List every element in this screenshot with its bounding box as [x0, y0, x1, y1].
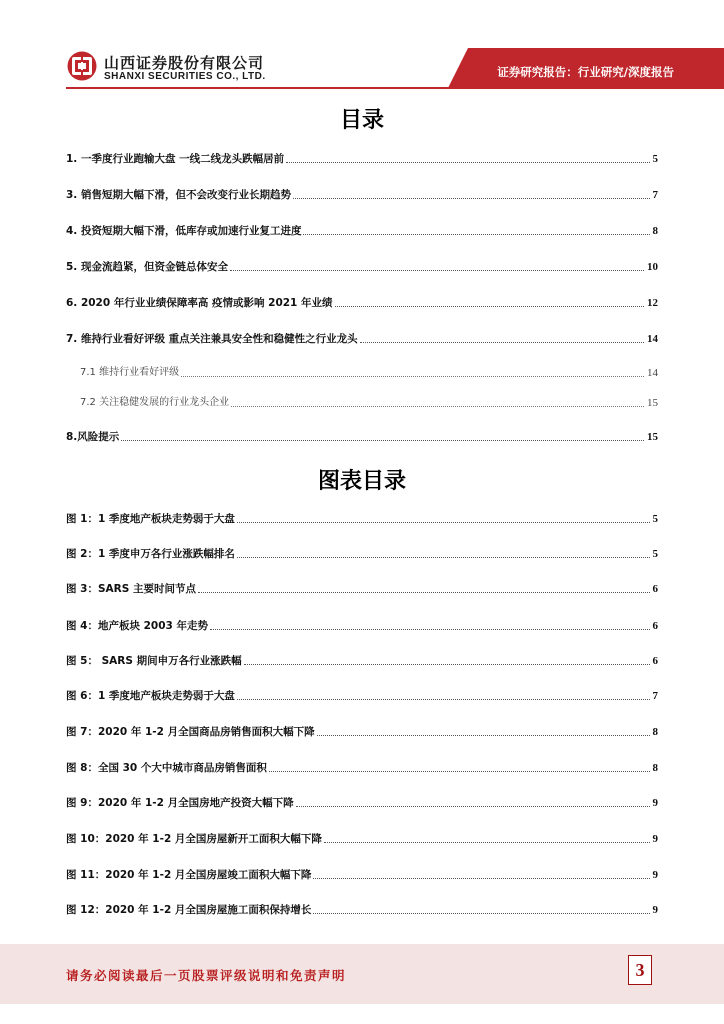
toc-leader-dots — [237, 699, 650, 700]
toc-leader-dots — [313, 878, 649, 879]
shanxi-securities-logo-icon — [66, 50, 98, 82]
toc-subitem[interactable] — [80, 394, 658, 410]
figure-item-label: 图 10：2020 年 1-2 月全国房屋新开工面积大幅下降 — [66, 833, 322, 845]
figure-item[interactable] — [66, 759, 658, 775]
figure-item-page: 8 — [652, 762, 658, 774]
toc-leader-dots — [237, 522, 650, 523]
toc-item-label: 4. 投资短期大幅下滑，低库存或加速行业复工进度 — [66, 225, 302, 237]
company-name-cn: 山西证券股份有限公司 — [104, 54, 265, 72]
toc-item-page: 14 — [647, 333, 658, 345]
figure-item-label: 图 8：全国 30 个大中城市商品房销售面积 — [66, 762, 267, 774]
toc-item-label: 3. 销售短期大幅下滑，但不会改变行业长期趋势 — [66, 189, 291, 201]
figure-item-label: 图 9：2020 年 1-2 月全国房地产投资大幅下降 — [66, 797, 294, 809]
figure-item-label: 图 4：地产板块 2003 年走势 — [66, 620, 208, 632]
toc-subitem-label: 7.2 关注稳健发展的行业龙头企业 — [80, 397, 230, 408]
toc-item-label: 8.风险提示 — [66, 431, 120, 443]
toc-leader-dots — [293, 198, 650, 199]
figure-item-page: 5 — [652, 513, 658, 525]
toc-leader-dots — [360, 342, 644, 343]
toc-item-label: 1. 一季度行业跑输大盘 一线二线龙头跌幅居前 — [66, 153, 285, 165]
toc-item-page: 7 — [652, 189, 658, 201]
figure-item-page: 9 — [652, 869, 658, 881]
figure-item-label: 图 7：2020 年 1-2 月全国商品房销售面积大幅下降 — [66, 726, 315, 738]
figure-item[interactable] — [66, 545, 658, 561]
toc-leader-dots — [296, 806, 650, 807]
toc-item-label: 6. 2020 年行业业绩保障率高 疫情或影响 2021 年业绩 — [66, 297, 333, 309]
toc-leader-dots — [198, 592, 650, 593]
page-footer — [0, 944, 724, 1004]
figure-item[interactable] — [66, 617, 658, 633]
toc-item-page: 10 — [647, 261, 658, 273]
toc-item[interactable] — [66, 330, 658, 346]
toc-leader-dots — [313, 913, 649, 914]
figure-item-label: 图 5： SARS 期间申万各行业涨跌幅 — [66, 655, 242, 667]
page-header — [0, 0, 724, 96]
figure-item-page: 9 — [652, 904, 658, 916]
figure-item[interactable] — [66, 794, 658, 810]
page-number: 3 — [628, 955, 652, 985]
toc-subitem-page: 14 — [647, 367, 658, 379]
toc-leader-dots — [286, 162, 649, 163]
figure-item[interactable] — [66, 866, 658, 882]
figure-item[interactable] — [66, 723, 658, 739]
toc-leader-dots — [335, 306, 644, 307]
toc-subitem[interactable] — [80, 364, 658, 380]
toc-leader-dots — [317, 735, 650, 736]
figure-item-label: 图 11：2020 年 1-2 月全国房屋竣工面积大幅下降 — [66, 869, 312, 881]
toc-leader-dots — [237, 557, 650, 558]
toc-item[interactable] — [66, 258, 658, 274]
toc-title: 目录 — [339, 108, 384, 133]
figure-item-label: 图 3：SARS 主要时间节点 — [66, 583, 196, 595]
figure-item-label: 图 1：1 季度地产板块走势弱于大盘 — [66, 513, 235, 525]
company-name-en: SHANXI SECURITIES CO., LTD. — [104, 71, 266, 82]
toc-leader-dots — [269, 771, 650, 772]
toc-subitem-label: 7.1 维持行业看好评级 — [80, 367, 180, 378]
toc-item[interactable] — [66, 222, 658, 238]
toc-item[interactable] — [66, 186, 658, 202]
toc-leader-dots — [324, 842, 650, 843]
figure-item[interactable] — [66, 830, 658, 846]
toc-item-page: 8 — [652, 225, 658, 237]
toc-item-page: 5 — [652, 153, 658, 165]
figure-item[interactable] — [66, 510, 658, 526]
figure-item-page: 9 — [652, 797, 658, 809]
figure-item-page: 6 — [652, 620, 658, 632]
figure-item[interactable] — [66, 901, 658, 917]
toc-item[interactable] — [66, 294, 658, 310]
figure-item-page: 9 — [652, 833, 658, 845]
toc-leader-dots — [210, 629, 650, 630]
toc-item-label: 7. 维持行业看好评级 重点关注兼具安全性和稳健性之行业龙头 — [66, 333, 358, 345]
toc-leader-dots — [231, 406, 644, 407]
toc-item-page: 12 — [647, 297, 658, 309]
figure-item-page: 5 — [652, 548, 658, 560]
toc-item[interactable] — [66, 150, 658, 166]
figure-item-page: 6 — [652, 583, 658, 595]
disclaimer-notice: 请务必阅读最后一页股票评级说明和免责声明 — [66, 968, 347, 983]
toc-item[interactable] — [66, 428, 658, 444]
figure-item[interactable] — [66, 687, 658, 703]
toc-leader-dots — [121, 440, 644, 441]
toc-leader-dots — [230, 270, 644, 271]
toc-item-label: 5. 现金流趋紧，但资金链总体安全 — [66, 261, 228, 273]
figure-item-label: 图 2：1 季度申万各行业涨跌幅排名 — [66, 548, 235, 560]
figure-item-page: 6 — [652, 655, 658, 667]
figure-item[interactable] — [66, 580, 658, 596]
toc-item-page: 15 — [647, 431, 658, 443]
toc-leader-dots — [244, 664, 650, 665]
figure-item-page: 8 — [652, 726, 658, 738]
figures-title: 图表目录 — [317, 469, 406, 494]
figure-item-label: 图 12：2020 年 1-2 月全国房屋施工面积保持增长 — [66, 904, 312, 916]
figure-item-page: 7 — [652, 690, 658, 702]
toc-leader-dots — [303, 234, 649, 235]
figure-item[interactable] — [66, 652, 658, 668]
report-type-label: 证券研究报告：行业研究/深度报告 — [497, 65, 674, 79]
toc-leader-dots — [181, 376, 644, 377]
toc-subitem-page: 15 — [647, 397, 658, 409]
figure-item-label: 图 6：1 季度地产板块走势弱于大盘 — [66, 690, 235, 702]
